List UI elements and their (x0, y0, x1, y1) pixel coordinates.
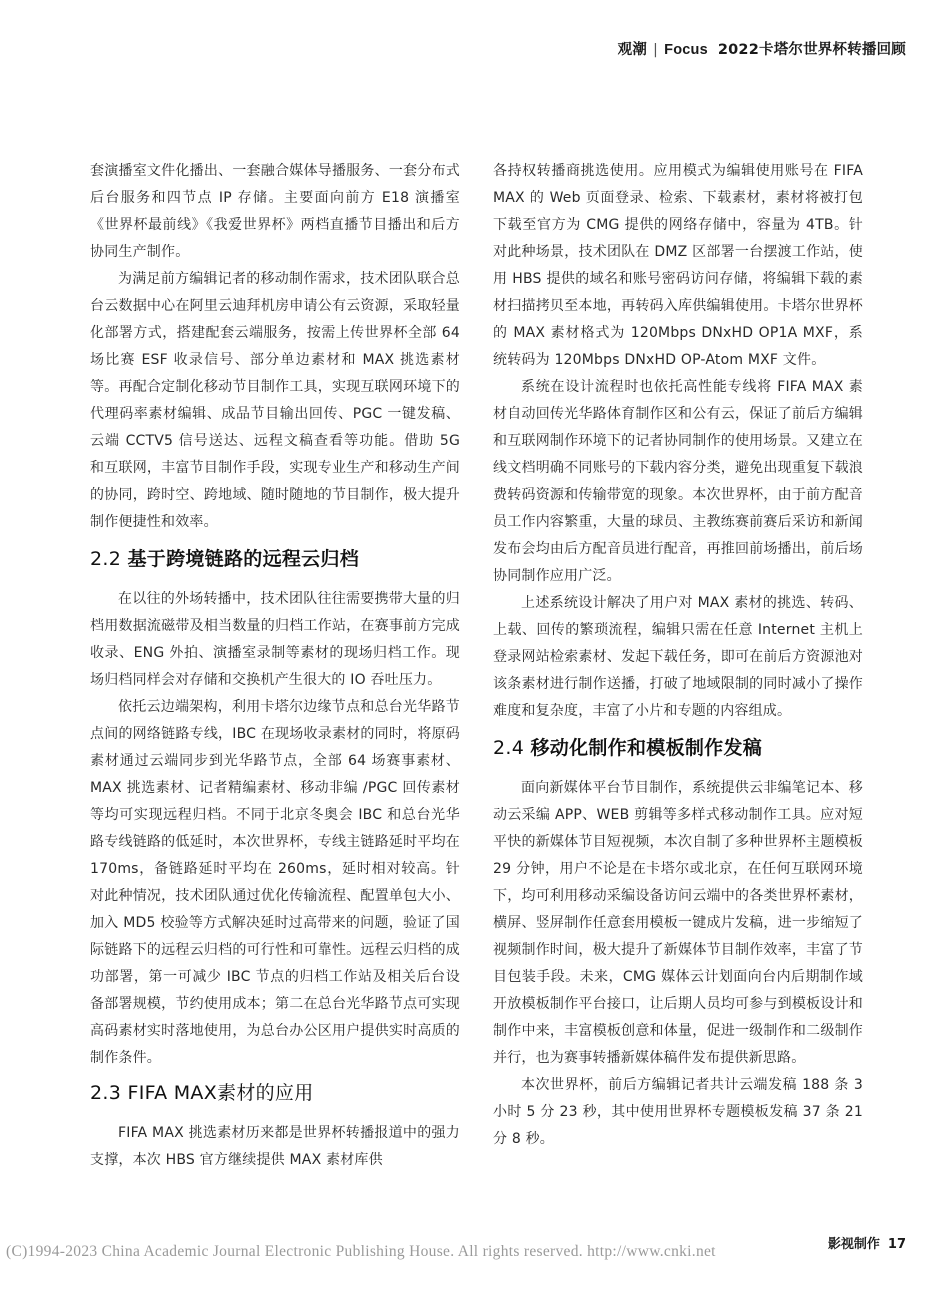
footer-magazine-name: 影视制作 (827, 1237, 880, 1252)
paragraph: 为满足前方编辑记者的移动制作需求，技术团队联合总台云数据中心在阿里云迪拜机房申请公有云资源，采取轻量化部署方式，搭建配套云端服务，按需上传世界杯全部 64 场比赛 ESF 收录信号、部分单边素材和 MAX 挑选素材等。再配合定制化移动节目制作工具，实现互联网环境下的代理码率素材编辑、成品节目输出回传、PGC 一键发稿、云端 CCTV5 信号送达、远程文稿查看等功能。借助 5G 和互联网，丰富节目制作手段，实现专业生产和移动生产间的协同，跨时空、跨地域、随时随地的节目制作，极大提升制作便捷性和效率。 (90, 271, 460, 530)
section-title: 移动化制作和模板制作发稿 (530, 737, 763, 759)
left-column (90, 158, 460, 1174)
page-number: 17 (887, 1237, 906, 1252)
paragraph: 各持权转播商挑选使用。应用模式为编辑使用账号在 FIFA MAX 的 Web 页面登录、检索、下载素材，素材将被打包下载至官方为 CMG 提供的网络存储中，容量为 4TB。针对此种场景，技术团队在 DMZ 区部署一台摆渡工作站，使用 HBS 提供的域名和账号密码访问存储，将编辑下载的素材扫描拷贝至本地，再转码入库供编辑使用。卡塔尔世界杯的 MAX 素材格式为 120Mbps DNxHD OP1A MXF，系统转码为 120Mbps DNxHD OP-Atom MXF 文件。 (493, 163, 863, 368)
section-number: 2.3 (90, 1082, 122, 1104)
section-title: FIFA MAX素材的应用 (127, 1082, 314, 1104)
paragraph: 依托云边端架构，利用卡塔尔边缘节点和总台光华路节点间的网络链路专线，IBC 在现场收录素材的同时，将原码素材通过云端同步到光华路节点，全部 64 场赛事素材、MAX 挑选素材、记者精编素材、移动非编 /PGC 回传素材等均可实现远程归档。不同于北京冬奥会 IBC 和总台光华路专线链路的低延时，本次世界杯，专线主链路延时平均在 170ms，备链路延时平均在 260ms，延时相对较高。针对此种情况，技术团队通过优化传输流程、配置单包大小、加入 MD5 校验等方式解决延时过高带来的问题，验证了国际链路下的远程云归档的可行性和可靠性。远程云归档的成功部署，第一可减少 IBC 节点的归档工作站及相关后台设备部署规模，节约使用成本；第二在总台光华路节点可实现高码素材实时落地使用，为总台办公区用户提供实时高质的制作条件。 (90, 699, 460, 1066)
copyright-watermark: (C)1994-2023 China Academic Journal Electronic Publishing House. All rights reserved. http://www.cnki.net (6, 1243, 716, 1260)
header-separator: | (653, 42, 659, 58)
paragraph: 面向新媒体平台节目制作，系统提供云非编笔记本、移动云采编 APP、WEB 剪辑等多样式移动制作工具。应对短平快的新媒体节目短视频，本次自制了多种世界杯主题模板 29 分钟，用户不论是在卡塔尔或北京，在任何互联网环境下，均可利用移动采编设备访问云端中的各类世界杯素材，横屏、竖屏制作任意套用模板一键成片发稿，进一步缩短了视频制作时间，极大提升了新媒体节目制作效率，丰富了节目包装手段。未来，CMG 媒体云计划面向台内后期制作域开放模板制作平台接口，让后期人员均可参与到模板设计和制作中来，丰富模板创意和体量，促进一级制作和二级制作并行，也为赛事转播新媒体稿件发布提供新思路。 (493, 780, 863, 1066)
section-number: 2.4 (493, 737, 525, 759)
paragraph: 在以往的外场转播中，技术团队往往需要携带大量的归档用数据流磁带及相当数量的归档工作站，在赛事前方完成收录、ENG 外拍、演播室录制等素材的现场归档工作。现场归档同样会对存储和交换机产生很大的 IO 吞吐压力。 (90, 591, 460, 688)
paragraph: 系统在设计流程时也依托高性能专线将 FIFA MAX 素材自动回传光华路体育制作区和公有云，保证了前后方编辑和互联网制作环境下的记者协同制作的使用场景。又建立在线文档明确不同账号的下载内容分类，避免出现重复下载浪费转码资源和传输带宽的现象。本次世界杯，由于前方配音员工作内容繁重，大量的球员、主教练赛前赛后采访和新闻发布会均由后方配音员进行配音，再推回前场播出，前后场协同制作应用广泛。 (493, 379, 863, 584)
section-number: 2.2 (90, 548, 122, 570)
paragraph: 本次世界杯，前后方编辑记者共计云端发稿 188 条 3 小时 5 分 23 秒，其中使用世界杯专题模板发稿 37 条 21 分 8 秒。 (493, 1077, 863, 1147)
paragraph: FIFA MAX 挑选素材历来都是世界杯转播报道中的强力支撑，本次 HBS 官方继续提供 MAX 素材库供 (90, 1125, 460, 1168)
running-header (618, 38, 906, 59)
section-heading-2-3 (90, 1078, 460, 1108)
header-topic: 2022卡塔尔世界杯转播回顾 (717, 42, 906, 58)
section-heading-2-2 (90, 544, 460, 574)
header-magazine: 观潮 (617, 42, 648, 58)
section-title: 基于跨境链路的远程云归档 (127, 548, 360, 570)
paragraph: 套演播室文件化播出、一套融合媒体导播服务、一套分布式后台服务和四节点 IP 存储。主要面向前方 E18 演播室《世界杯最前线》《我爱世界杯》两档直播节目播出和后方协同生产制作。 (90, 163, 460, 260)
paragraph: 上述系统设计解决了用户对 MAX 素材的挑选、转码、上载、回传的繁琐流程，编辑只需在任意 Internet 主机上登录网站检索素材、发起下载任务，即可在前后方资源池对该条素材进行制作送播，打破了地域限制的同时减小了操作难度和复杂度，丰富了小片和专题的内容组成。 (493, 595, 863, 719)
section-heading-2-4 (493, 733, 863, 763)
page-footer (828, 1233, 906, 1252)
right-column (493, 158, 863, 1153)
header-section: Focus (664, 42, 708, 58)
